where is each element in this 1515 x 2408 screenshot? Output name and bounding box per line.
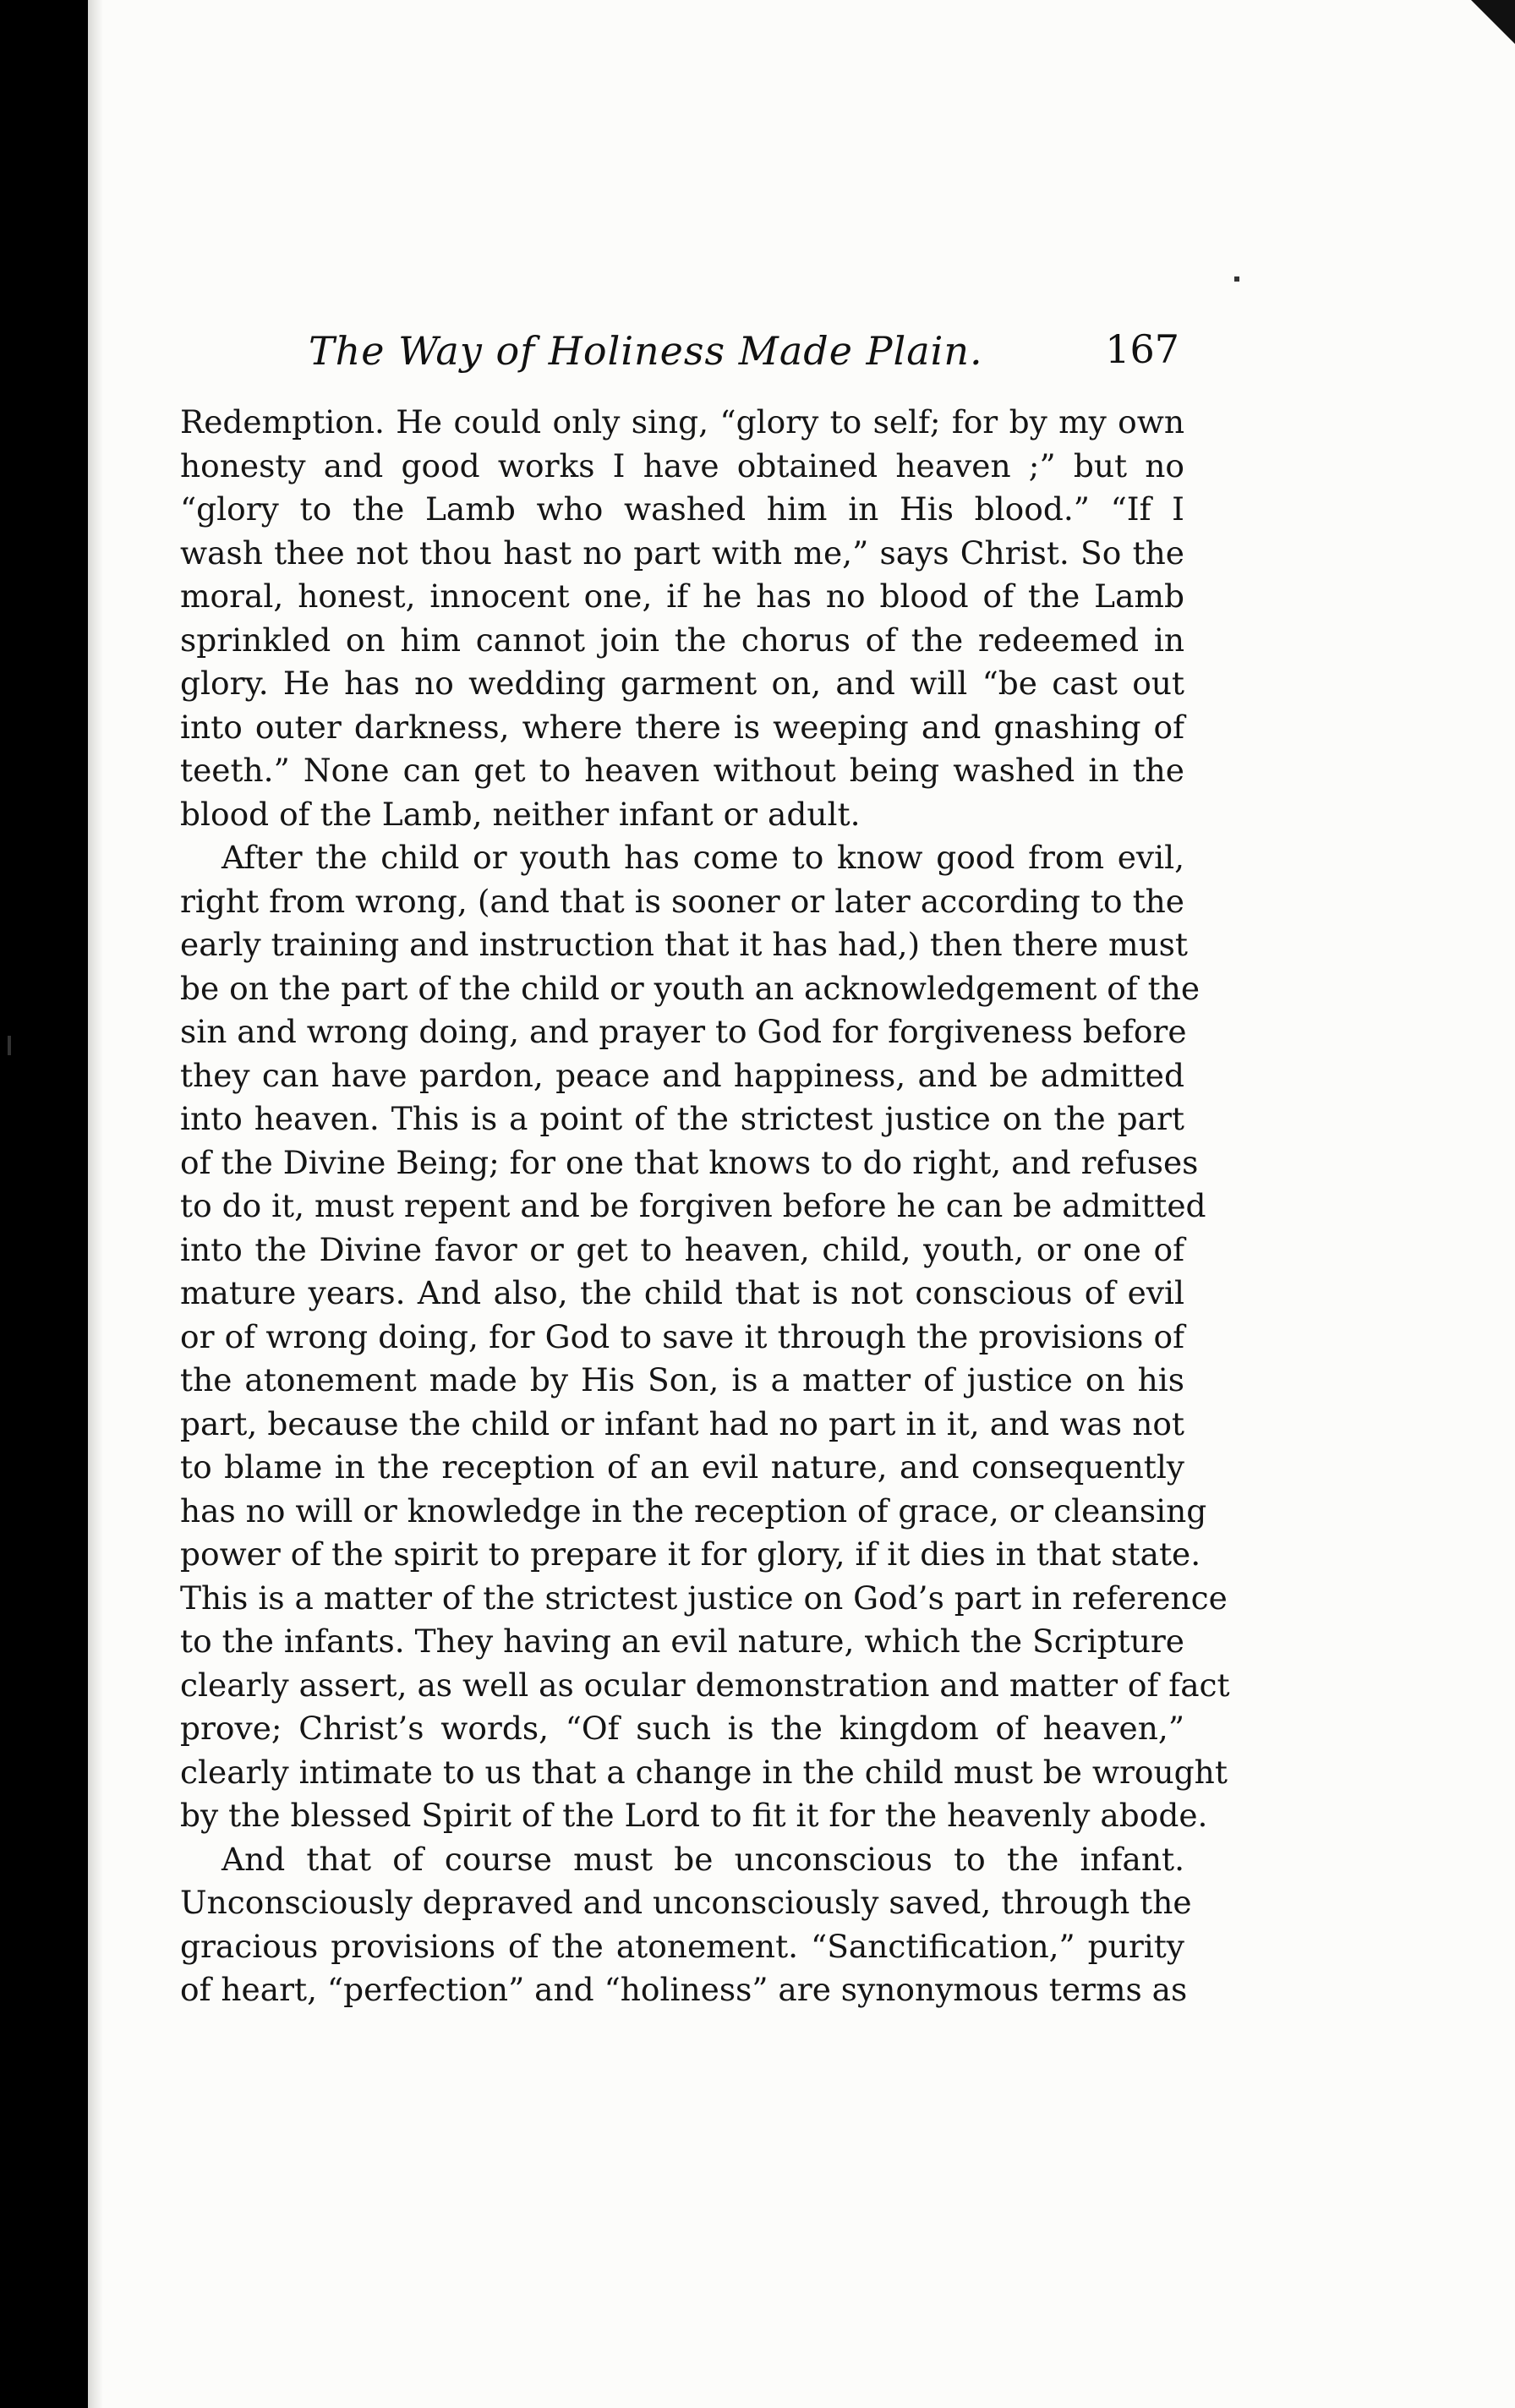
text-line: they can have pardon, peace and happiness, and be admitted: [180, 1056, 1184, 1094]
text-line: “glory to the Lamb who washed him in His blood.” “If I: [180, 490, 1184, 528]
text-line: into outer darkness, where there is weeping and gnashing of: [180, 708, 1184, 746]
text-line: honesty and good works I have obtained heaven ;” but no: [180, 446, 1184, 484]
text-line: blood of the Lamb, neither infant or adult.: [180, 795, 861, 833]
text-line: be on the part of the child or youth an acknowledgement of the: [180, 969, 1201, 1007]
top-right-corner-mark: [1471, 0, 1515, 44]
text-line: or of wrong doing, for God to save it through the provisions of: [180, 1317, 1184, 1355]
scan-black-border: [0, 0, 88, 2408]
text-line: into the Divine favor or get to heaven, child, youth, or one of: [180, 1230, 1184, 1268]
text-line: prove; Christ’s words, “Of such is the kingdom of heaven,”: [180, 1710, 1184, 1747]
running-title: The Way of Holiness Made Plain.: [309, 328, 983, 374]
text-line: of heart, “perfection” and “holiness” are synonymous terms as: [180, 1971, 1188, 2008]
paragraph-1: [180, 401, 1184, 836]
left-margin-mark: [8, 1036, 11, 1055]
text-line: by the blessed Spirit of the Lord to fit it for the heavenly abode.: [180, 1797, 1208, 1834]
text-line: clearly intimate to us that a change in the child must be wrought: [180, 1753, 1228, 1791]
paragraph-3: [180, 1838, 1192, 2012]
text-line: gracious provisions of the atonement. “Sanctification,” purity: [180, 1927, 1184, 1965]
right-margin-dot: [1234, 276, 1239, 282]
text-line: of the Divine Being; for one that knows to do right, and refuses: [180, 1143, 1199, 1181]
text-line: Redemption. He could only sing, “glory to self; for by my own: [180, 403, 1184, 441]
text-line: moral, honest, innocent one, if he has no blood of the Lamb: [180, 577, 1184, 615]
text-line: mature years. And also, the child that is not conscious of evil: [180, 1274, 1184, 1311]
text-line: has no will or knowledge in the reception of grace, or cleansing: [180, 1491, 1207, 1530]
running-header: [182, 328, 1179, 387]
text-line: right from wrong, (and that is sooner or later according to the: [180, 882, 1184, 920]
text-line: This is a matter of the strictest justice on God’s part in reference: [180, 1579, 1228, 1617]
text-line: wash thee not thou hast no part with me,” says Christ. So the: [180, 534, 1184, 572]
text-line: part, because the child or infant had no part in it, and was not: [180, 1404, 1184, 1442]
body-text: [180, 401, 1230, 2012]
text-line: to blame in the reception of an evil nature, and consequently: [180, 1448, 1184, 1486]
paragraph-2: [180, 836, 1230, 1838]
text-line: to do it, must repent and be forgiven before he can be admitted: [180, 1187, 1206, 1224]
text-line: the atonement made by His Son, is a matter of justice on his: [180, 1361, 1184, 1398]
text-line: clearly assert, as well as ocular demonstration and matter of fact: [180, 1666, 1230, 1704]
text-line: early training and instruction that it has had,) then there must: [180, 926, 1188, 963]
text-line: teeth.” None can get to heaven without being washed in the: [180, 752, 1184, 789]
text-line: And that of course must be unconscious to the infant.: [222, 1840, 1184, 1878]
text-line: After the child or youth has come to know good from evil,: [222, 839, 1184, 876]
text-line: into heaven. This is a point of the strictest justice on the part: [180, 1100, 1184, 1137]
text-line: Unconsciously depraved and unconsciously saved, through the: [180, 1884, 1192, 1921]
text-line: glory. He has no wedding garment on, and will “be cast out: [180, 665, 1184, 702]
text-line: power of the spirit to prepare it for glory, if it dies in that state.: [180, 1535, 1201, 1573]
text-line: sin and wrong doing, and prayer to God for forgiveness before: [180, 1013, 1187, 1050]
text-line: sprinkled on him cannot join the chorus of the redeemed in: [180, 621, 1184, 659]
page-gutter-shadow: [88, 0, 103, 2408]
page-number: 167: [1105, 326, 1179, 372]
text-line: to the infants. They having an evil nature, which the Scripture: [180, 1623, 1184, 1660]
